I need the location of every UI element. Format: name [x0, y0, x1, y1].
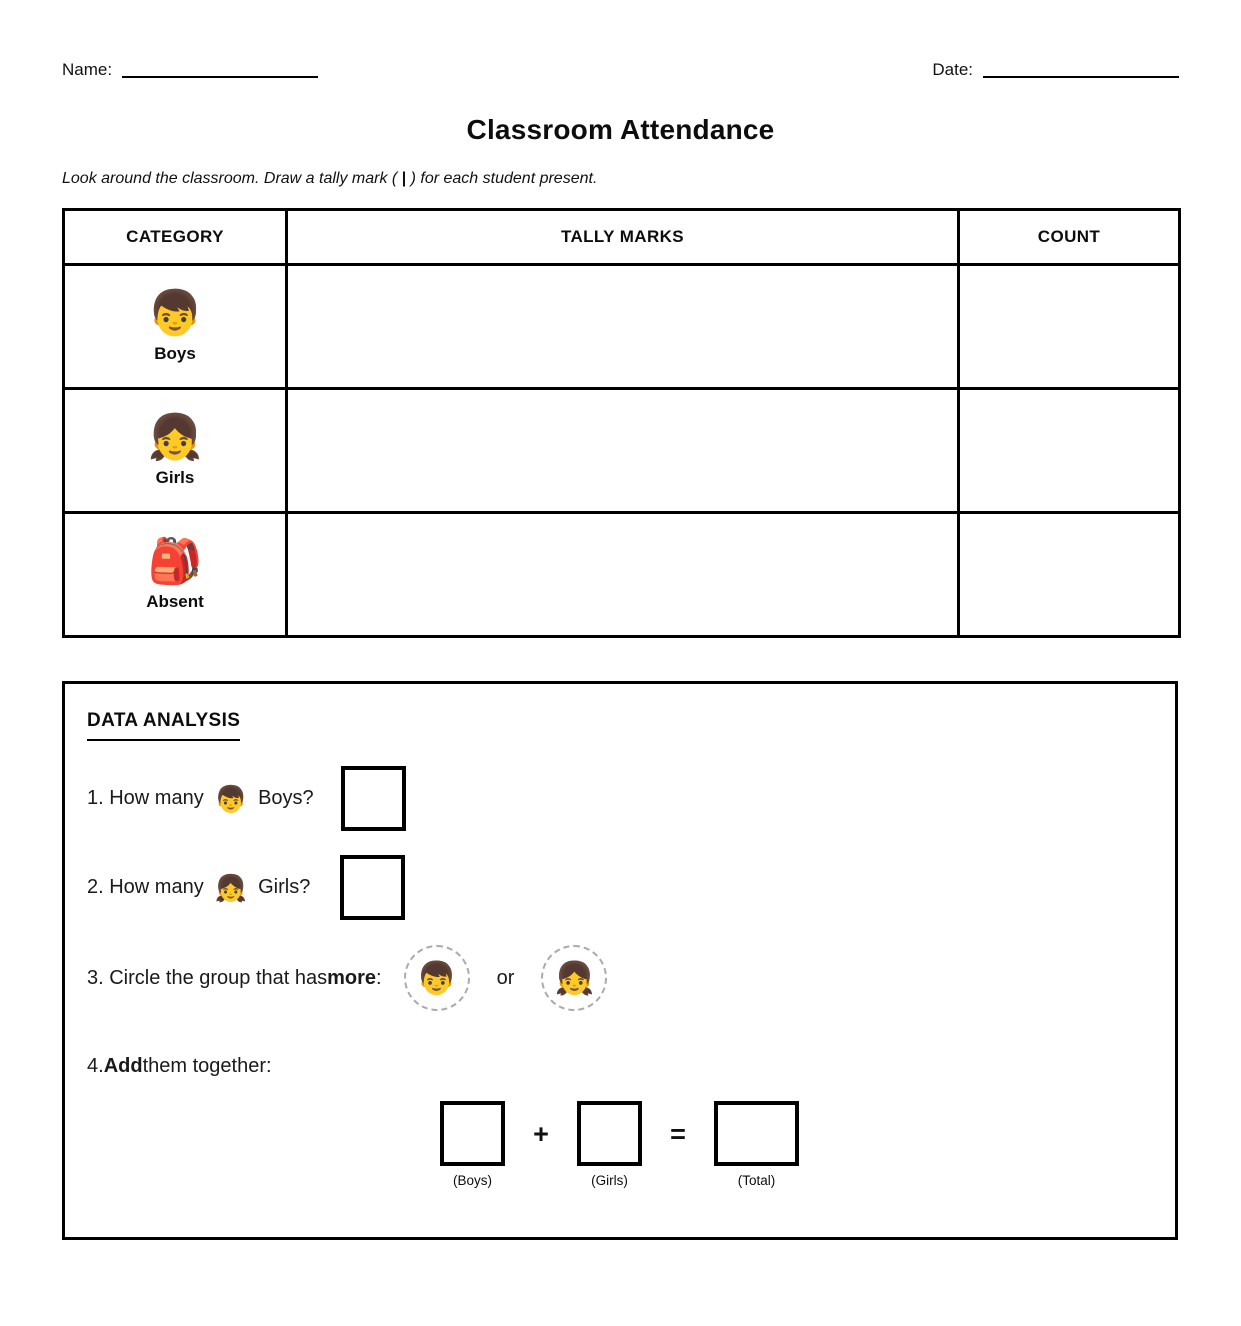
category-cell-absent	[64, 513, 287, 637]
question-2-prefix: 2. How many	[87, 876, 204, 898]
tally-cell-absent[interactable]	[287, 513, 959, 637]
girl-icon: 👧	[147, 413, 203, 463]
data-analysis-section	[62, 681, 1178, 1240]
count-cell-girls[interactable]	[959, 389, 1180, 513]
category-label-boys: Boys	[154, 343, 196, 363]
backpack-icon: 🎒	[147, 537, 203, 587]
column-header-count: COUNT	[959, 210, 1180, 265]
question-3-colon: :	[376, 966, 382, 989]
instruction-after: ) for each student present.	[406, 170, 598, 187]
tally-mark-glyph: |	[401, 170, 407, 187]
category-label-absent: Absent	[146, 591, 204, 611]
equation-item-total	[714, 1101, 799, 1188]
date-label: Date:	[932, 60, 973, 79]
equation-item-boys	[440, 1101, 505, 1188]
question-2-suffix: Girls?	[258, 876, 311, 898]
category-cell-boys	[64, 265, 287, 389]
question-1	[87, 766, 1153, 831]
column-header-tally-marks: TALLY MARKS	[287, 210, 959, 265]
page-title: Classroom Attendance	[466, 114, 775, 145]
equation-box-total[interactable]	[714, 1101, 799, 1166]
boy-icon: 👦	[416, 960, 457, 996]
boy-icon: 👦	[147, 289, 203, 339]
equation-label-girls: (Girls)	[591, 1173, 628, 1188]
question-2	[87, 855, 1153, 920]
question-4	[87, 1055, 1153, 1078]
date-input-line[interactable]	[983, 60, 1179, 78]
tally-cell-girls[interactable]	[287, 389, 959, 513]
column-header-category: CATEGORY	[64, 210, 287, 265]
addition-equation	[440, 1101, 1153, 1188]
circle-option-boys[interactable]	[404, 945, 470, 1011]
equals-sign: =	[670, 1119, 686, 1149]
equation-label-boys: (Boys)	[452, 1173, 492, 1188]
circle-option-girls[interactable]	[541, 945, 607, 1011]
question-4-bold-word: Add	[103, 1055, 143, 1077]
equation-item-girls	[577, 1101, 642, 1188]
equation-box-boys[interactable]	[440, 1101, 505, 1166]
girl-icon: 👧	[554, 960, 595, 996]
table-row-girls	[64, 389, 1180, 513]
equation-box-girls[interactable]	[577, 1101, 642, 1166]
count-cell-boys[interactable]	[959, 265, 1180, 389]
question-3-bold-word: more	[327, 966, 377, 989]
instruction-before: Look around the classroom. Draw a tally mark (	[62, 170, 402, 187]
or-label: or	[496, 966, 515, 989]
plus-sign: +	[533, 1119, 549, 1149]
question-3-text	[87, 967, 382, 990]
header-row	[62, 60, 1179, 80]
boy-icon: 👦	[214, 783, 248, 814]
question-4-number: 4.	[87, 1055, 104, 1077]
question-4-rest: them together:	[142, 1055, 272, 1077]
question-1-suffix: Boys?	[258, 787, 314, 809]
name-field	[62, 60, 318, 80]
girl-icon: 👧	[214, 872, 248, 903]
question-3-prefix: 3. Circle the group that has	[87, 966, 328, 989]
attendance-table	[62, 208, 1181, 638]
question-1-prefix: 1. How many	[87, 787, 204, 809]
table-header-row	[64, 210, 1180, 265]
equation-label-total: (Total)	[737, 1173, 776, 1188]
category-label-girls: Girls	[155, 467, 195, 487]
tally-cell-boys[interactable]	[287, 265, 959, 389]
count-cell-absent[interactable]	[959, 513, 1180, 637]
category-cell-girls	[64, 389, 287, 513]
question-3	[87, 945, 1153, 1011]
instruction-text	[62, 170, 1179, 188]
name-input-line[interactable]	[122, 60, 318, 78]
name-label: Name:	[62, 60, 113, 79]
table-row-boys	[64, 265, 1180, 389]
table-row-absent	[64, 513, 1180, 637]
answer-box-boys-count[interactable]	[341, 766, 406, 831]
date-field	[932, 60, 1179, 80]
data-analysis-heading: DATA ANALYSIS	[87, 710, 240, 741]
answer-box-girls-count[interactable]	[340, 855, 405, 920]
